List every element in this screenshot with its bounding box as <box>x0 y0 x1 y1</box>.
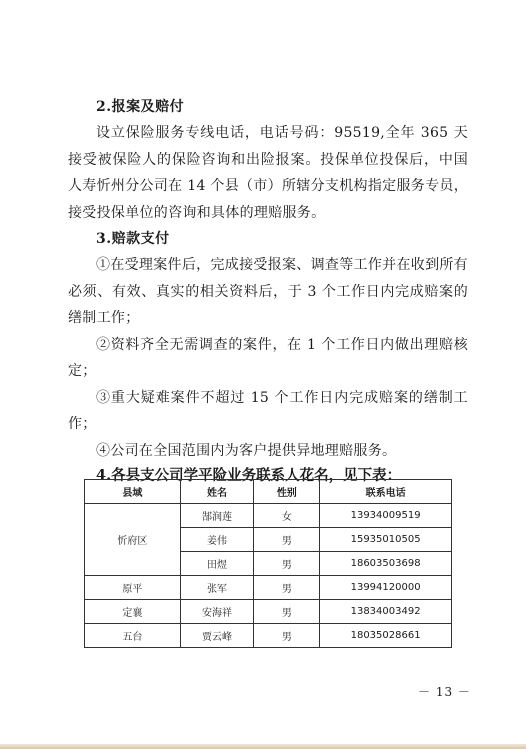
header-phone: 联系电话 <box>320 480 452 504</box>
county-cell: 五台 <box>85 624 181 648</box>
gender-cell: 男 <box>254 576 320 600</box>
table-row <box>85 624 452 648</box>
phone-cell: 13994120000 <box>320 576 452 600</box>
county-cell: 定襄 <box>85 600 181 624</box>
section-3-heading: 3.赔款支付 <box>96 231 170 247</box>
county-cell: 忻府区 <box>85 504 181 576</box>
gender-cell: 女 <box>254 504 320 528</box>
gender-cell: 男 <box>254 600 320 624</box>
section-2-paragraph: 设立保险服务专线电话，电话号码：95519,全年 365 天接受被保险人的保险咨询和出险报案。投保单位投保后，中国人寿忻州分公司在 14 个县（市）所辖分支机构指定服务专员，接受投保单位的咨询和具体的理赔服务。 <box>68 125 468 221</box>
phone-cell: 13834003492 <box>320 600 452 624</box>
name-cell: 安海祥 <box>180 600 254 624</box>
gender-cell: 男 <box>254 624 320 648</box>
name-cell: 郜润莲 <box>180 504 254 528</box>
section-2-heading: 2.报案及赔付 <box>96 99 185 115</box>
section-4-heading: 4.各县支公司学平险业务联系人花名，见下表： <box>96 467 402 484</box>
contacts-table <box>84 479 452 648</box>
header-name: 姓名 <box>180 480 254 504</box>
section-3-item-3: ③重大疑难案件不超过 15 个工作日内完成赔案的缮制工作； <box>68 389 468 432</box>
section-3-item-2: ②资料齐全无需调查的案件，在 1 个工作日内做出理赔核定； <box>68 336 468 379</box>
phone-cell: 18603503698 <box>320 552 452 576</box>
header-county: 县域 <box>85 480 181 504</box>
table-row <box>85 504 452 528</box>
phone-cell: 18035028661 <box>320 624 452 648</box>
document-body <box>68 94 468 488</box>
table-header-row <box>85 480 452 504</box>
section-3-item-1: ①在受理案件后，完成接受报案、调查等工作并在收到所有必须、有效、真实的相关资料后，于 3 个工作日内完成赔案的缮制工作； <box>68 257 468 326</box>
header-gender: 性别 <box>254 480 320 504</box>
table-row <box>85 576 452 600</box>
gender-cell: 男 <box>254 528 320 552</box>
name-cell: 贾云峰 <box>180 624 254 648</box>
name-cell: 田煜 <box>180 552 254 576</box>
name-cell: 姜伟 <box>180 528 254 552</box>
table-row <box>85 600 452 624</box>
phone-cell: 15935010505 <box>320 528 452 552</box>
gender-cell: 男 <box>254 552 320 576</box>
county-cell: 原平 <box>85 576 181 600</box>
page-bottom-edge <box>0 744 526 749</box>
section-3-item-4: ④公司在全国范围内为客户提供异地理赔服务。 <box>96 442 397 459</box>
page-number: － 13 － <box>418 685 471 699</box>
phone-cell: 13934009519 <box>320 504 452 528</box>
name-cell: 张军 <box>180 576 254 600</box>
